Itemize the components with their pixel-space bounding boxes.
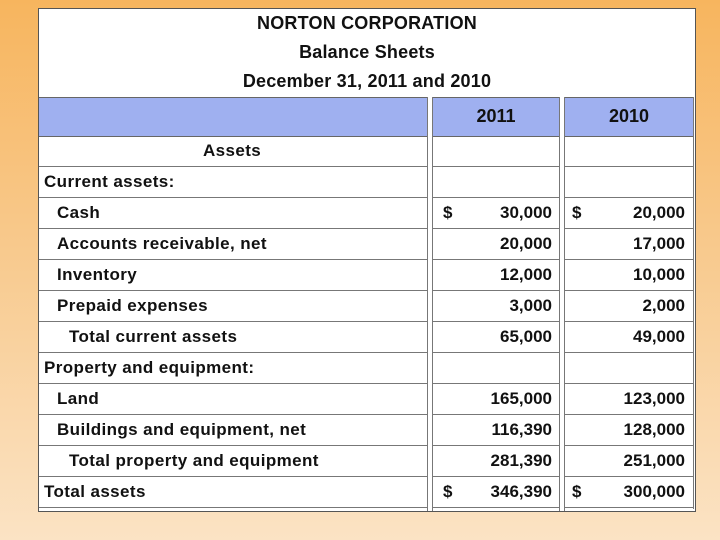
value-2010: 49,000 bbox=[633, 327, 685, 346]
value-2011: 116,390 bbox=[491, 420, 552, 439]
currency-symbol-2011: $ bbox=[443, 203, 453, 222]
column-header-2010: 2010 bbox=[608, 106, 650, 126]
row-land bbox=[39, 383, 694, 415]
column-header-2011: 2011 bbox=[476, 106, 516, 126]
value-2010: 251,000 bbox=[623, 451, 685, 470]
row-assets-heading bbox=[39, 135, 694, 167]
value-2010: 2,000 bbox=[642, 296, 685, 315]
balance-sheet bbox=[38, 8, 696, 512]
statement-dates: December 31, 2011 and 2010 bbox=[242, 71, 492, 91]
currency-symbol-2010: $ bbox=[572, 203, 582, 222]
row-current-assets-heading bbox=[39, 166, 694, 198]
value-2011: 30,000 bbox=[500, 203, 552, 222]
value-2011: 12,000 bbox=[500, 265, 552, 284]
value-2011: 3,000 bbox=[509, 296, 552, 315]
row-label: Accounts receivable, net bbox=[57, 234, 267, 253]
row-total-property-equipment bbox=[39, 445, 694, 477]
value-2010: 10,000 bbox=[633, 265, 685, 284]
row-cash bbox=[39, 197, 694, 229]
currency-symbol-2011: $ bbox=[443, 482, 453, 501]
row-label: Current assets: bbox=[44, 172, 175, 191]
row-buildings-equipment bbox=[39, 414, 694, 446]
row-label: Land bbox=[57, 389, 100, 408]
row-label: Prepaid expenses bbox=[57, 296, 208, 315]
right-border bbox=[693, 97, 694, 509]
value-2010: 20,000 bbox=[633, 203, 685, 222]
value-2011: 65,000 bbox=[500, 327, 552, 346]
currency-symbol-2010: $ bbox=[572, 482, 582, 501]
value-2010: 17,000 bbox=[633, 234, 685, 253]
row-accounts-receivable bbox=[39, 228, 694, 260]
row-total-assets bbox=[39, 476, 694, 508]
row-label: Total assets bbox=[44, 482, 146, 501]
value-2010: 128,000 bbox=[623, 420, 685, 439]
row-label: Total current assets bbox=[69, 327, 238, 346]
row-inventory bbox=[39, 259, 694, 291]
row-total-current-assets bbox=[39, 321, 694, 353]
statement-title: Balance Sheets bbox=[299, 42, 435, 62]
column-divider bbox=[427, 97, 433, 511]
row-label: Total property and equipment bbox=[69, 451, 319, 470]
value-2010: 300,000 bbox=[623, 482, 685, 501]
value-2011: 165,000 bbox=[490, 389, 552, 408]
row-prepaid-expenses bbox=[39, 290, 694, 322]
company-name: NORTON CORPORATION bbox=[257, 13, 477, 33]
value-2010: 123,000 bbox=[623, 389, 685, 408]
row-label: Buildings and equipment, net bbox=[57, 420, 307, 439]
row-label: Assets bbox=[203, 141, 262, 160]
value-2011: 20,000 bbox=[500, 234, 552, 253]
value-2011: 281,390 bbox=[490, 451, 552, 470]
row-label: Inventory bbox=[57, 265, 138, 284]
row-label: Property and equipment: bbox=[44, 358, 255, 377]
row-property-equipment-heading bbox=[39, 352, 694, 384]
row-label: Cash bbox=[57, 203, 101, 222]
column-divider bbox=[559, 97, 565, 511]
value-2011: 346,390 bbox=[490, 482, 552, 501]
